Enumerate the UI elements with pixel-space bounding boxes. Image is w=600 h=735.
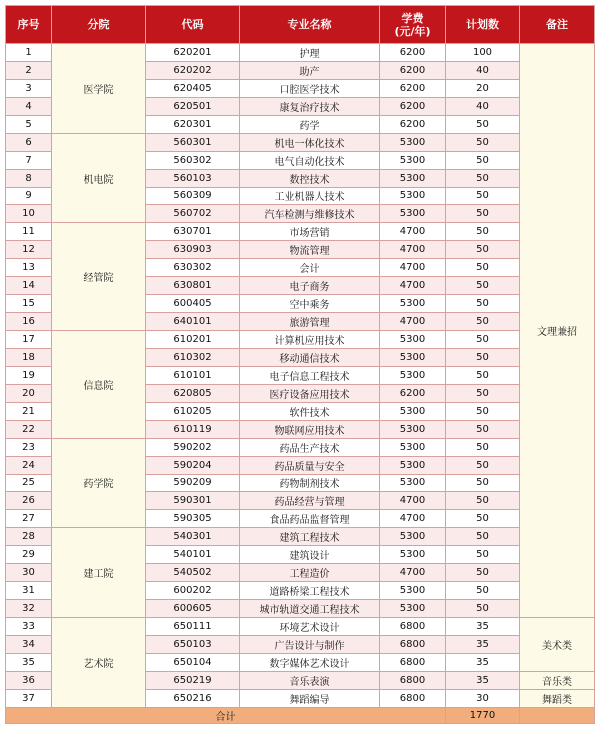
row-code: 650219 [146, 671, 240, 689]
row-fee: 6200 [380, 79, 446, 97]
row-major: 电子商务 [240, 277, 380, 295]
header-row [6, 6, 595, 44]
admissions-plan-table [5, 5, 595, 724]
row-major: 药品生产技术 [240, 438, 380, 456]
row-major: 电气自动化技术 [240, 151, 380, 169]
row-fee: 5300 [380, 169, 446, 187]
row-code: 650103 [146, 635, 240, 653]
college-name: 药学院 [52, 438, 146, 528]
row-fee: 5300 [380, 151, 446, 169]
row-seq: 20 [6, 384, 52, 402]
row-plan: 50 [446, 510, 520, 528]
row-seq: 29 [6, 546, 52, 564]
row-code: 540301 [146, 528, 240, 546]
row-code: 600202 [146, 582, 240, 600]
row-seq: 11 [6, 223, 52, 241]
row-major: 会计 [240, 259, 380, 277]
row-fee: 5300 [380, 133, 446, 151]
row-fee: 6200 [380, 44, 446, 62]
note-text: 美术类 [520, 618, 595, 672]
row-code: 620201 [146, 44, 240, 62]
row-plan: 50 [446, 456, 520, 474]
row-major: 汽车检测与维修技术 [240, 205, 380, 223]
row-plan: 50 [446, 600, 520, 618]
row-plan: 50 [446, 169, 520, 187]
college-name: 信息院 [52, 331, 146, 439]
row-seq: 13 [6, 259, 52, 277]
row-fee: 4700 [380, 241, 446, 259]
row-fee: 5300 [380, 528, 446, 546]
row-fee: 5300 [380, 420, 446, 438]
row-plan: 50 [446, 205, 520, 223]
row-code: 650111 [146, 618, 240, 636]
row-fee: 4700 [380, 510, 446, 528]
row-fee: 6800 [380, 689, 446, 707]
college-name: 医学院 [52, 44, 146, 134]
row-seq: 32 [6, 600, 52, 618]
row-major: 数字媒体艺术设计 [240, 653, 380, 671]
row-plan: 50 [446, 277, 520, 295]
college-name: 建工院 [52, 528, 146, 618]
row-plan: 100 [446, 44, 520, 62]
row-fee: 6200 [380, 384, 446, 402]
row-code: 560702 [146, 205, 240, 223]
row-major: 药学 [240, 115, 380, 133]
row-major: 工业机器人技术 [240, 187, 380, 205]
row-plan: 50 [446, 420, 520, 438]
row-fee: 5300 [380, 331, 446, 349]
row-seq: 36 [6, 671, 52, 689]
row-major: 舞蹈编导 [240, 689, 380, 707]
admissions-plan-table-wrapper [5, 5, 594, 724]
row-plan: 50 [446, 492, 520, 510]
row-code: 610205 [146, 402, 240, 420]
row-fee: 5300 [380, 295, 446, 313]
row-fee: 5300 [380, 600, 446, 618]
row-seq: 1 [6, 44, 52, 62]
row-major: 移动通信技术 [240, 348, 380, 366]
row-code: 630801 [146, 277, 240, 295]
row-plan: 50 [446, 546, 520, 564]
college-name: 艺术院 [52, 618, 146, 708]
row-plan: 50 [446, 223, 520, 241]
total-label: 合计 [6, 707, 446, 723]
row-code: 560301 [146, 133, 240, 151]
row-plan: 50 [446, 295, 520, 313]
row-code: 590204 [146, 456, 240, 474]
row-code: 540101 [146, 546, 240, 564]
row-major: 机电一体化技术 [240, 133, 380, 151]
row-plan: 50 [446, 402, 520, 420]
table-row [6, 618, 595, 636]
row-major: 建筑设计 [240, 546, 380, 564]
row-plan: 50 [446, 259, 520, 277]
row-seq: 27 [6, 510, 52, 528]
row-plan: 40 [446, 97, 520, 115]
row-fee: 5300 [380, 474, 446, 492]
row-plan: 35 [446, 671, 520, 689]
row-fee: 5300 [380, 438, 446, 456]
row-plan: 50 [446, 115, 520, 133]
row-fee: 6200 [380, 61, 446, 79]
row-code: 590305 [146, 510, 240, 528]
row-code: 590209 [146, 474, 240, 492]
row-major: 食品药品监督管理 [240, 510, 380, 528]
row-code: 560103 [146, 169, 240, 187]
row-fee: 4700 [380, 223, 446, 241]
header-note: 备注 [520, 6, 595, 44]
row-seq: 33 [6, 618, 52, 636]
row-major: 广告设计与制作 [240, 635, 380, 653]
row-code: 560302 [146, 151, 240, 169]
row-plan: 50 [446, 474, 520, 492]
row-plan: 50 [446, 564, 520, 582]
row-seq: 15 [6, 295, 52, 313]
row-major: 电子信息工程技术 [240, 366, 380, 384]
table-row [6, 133, 595, 151]
row-code: 640101 [146, 313, 240, 331]
row-code: 620501 [146, 97, 240, 115]
row-plan: 50 [446, 348, 520, 366]
row-seq: 37 [6, 689, 52, 707]
table-row [6, 223, 595, 241]
row-code: 620301 [146, 115, 240, 133]
row-fee: 5300 [380, 205, 446, 223]
header-major: 专业名称 [240, 6, 380, 44]
row-code: 620805 [146, 384, 240, 402]
row-major: 口腔医学技术 [240, 79, 380, 97]
row-major: 建筑工程技术 [240, 528, 380, 546]
row-major: 护理 [240, 44, 380, 62]
row-fee: 5300 [380, 456, 446, 474]
row-seq: 10 [6, 205, 52, 223]
row-plan: 50 [446, 528, 520, 546]
row-code: 630903 [146, 241, 240, 259]
row-fee: 6200 [380, 97, 446, 115]
row-seq: 17 [6, 331, 52, 349]
row-code: 610302 [146, 348, 240, 366]
college-name: 经管院 [52, 223, 146, 331]
row-fee: 4700 [380, 277, 446, 295]
row-seq: 25 [6, 474, 52, 492]
row-plan: 20 [446, 79, 520, 97]
table-row [6, 331, 595, 349]
row-seq: 8 [6, 169, 52, 187]
row-seq: 3 [6, 79, 52, 97]
row-major: 旅游管理 [240, 313, 380, 331]
total-value: 1770 [446, 707, 520, 723]
row-code: 650104 [146, 653, 240, 671]
row-seq: 18 [6, 348, 52, 366]
row-plan: 35 [446, 618, 520, 636]
row-plan: 50 [446, 151, 520, 169]
row-seq: 12 [6, 241, 52, 259]
total-blank [520, 707, 595, 723]
row-major: 音乐表演 [240, 671, 380, 689]
row-seq: 34 [6, 635, 52, 653]
row-code: 590301 [146, 492, 240, 510]
row-seq: 16 [6, 313, 52, 331]
table-row [6, 528, 595, 546]
row-code: 540502 [146, 564, 240, 582]
row-fee: 5300 [380, 582, 446, 600]
table-row [6, 438, 595, 456]
row-code: 560309 [146, 187, 240, 205]
row-major: 药物制剂技术 [240, 474, 380, 492]
row-seq: 35 [6, 653, 52, 671]
row-seq: 30 [6, 564, 52, 582]
row-fee: 4700 [380, 492, 446, 510]
header-fee: 学费 (元/年) [380, 6, 446, 44]
row-seq: 21 [6, 402, 52, 420]
row-fee: 4700 [380, 313, 446, 331]
table-body [6, 44, 595, 708]
row-major: 康复治疗技术 [240, 97, 380, 115]
row-plan: 50 [446, 313, 520, 331]
row-fee: 5300 [380, 546, 446, 564]
row-seq: 26 [6, 492, 52, 510]
note-text: 文理兼招 [520, 44, 595, 618]
row-major: 工程造价 [240, 564, 380, 582]
row-plan: 50 [446, 187, 520, 205]
row-plan: 50 [446, 384, 520, 402]
row-fee: 6800 [380, 671, 446, 689]
row-plan: 50 [446, 133, 520, 151]
row-seq: 5 [6, 115, 52, 133]
row-seq: 22 [6, 420, 52, 438]
note-text: 舞蹈类 [520, 689, 595, 707]
row-major: 市场营销 [240, 223, 380, 241]
row-seq: 23 [6, 438, 52, 456]
row-code: 620202 [146, 61, 240, 79]
row-seq: 4 [6, 97, 52, 115]
row-seq: 14 [6, 277, 52, 295]
row-fee: 5300 [380, 348, 446, 366]
row-fee: 4700 [380, 259, 446, 277]
row-plan: 35 [446, 653, 520, 671]
row-fee: 6200 [380, 115, 446, 133]
row-fee: 6800 [380, 653, 446, 671]
row-seq: 24 [6, 456, 52, 474]
row-seq: 2 [6, 61, 52, 79]
row-major: 医疗设备应用技术 [240, 384, 380, 402]
row-major: 物联网应用技术 [240, 420, 380, 438]
row-plan: 30 [446, 689, 520, 707]
row-plan: 50 [446, 438, 520, 456]
row-seq: 6 [6, 133, 52, 151]
row-major: 助产 [240, 61, 380, 79]
row-code: 590202 [146, 438, 240, 456]
row-seq: 19 [6, 366, 52, 384]
row-fee: 5300 [380, 402, 446, 420]
header-code: 代码 [146, 6, 240, 44]
row-code: 610201 [146, 331, 240, 349]
row-plan: 35 [446, 635, 520, 653]
row-fee: 6800 [380, 618, 446, 636]
row-major: 数控技术 [240, 169, 380, 187]
row-plan: 40 [446, 61, 520, 79]
row-plan: 50 [446, 366, 520, 384]
header-plan: 计划数 [446, 6, 520, 44]
header-college: 分院 [52, 6, 146, 44]
row-code: 600605 [146, 600, 240, 618]
row-seq: 31 [6, 582, 52, 600]
row-code: 610119 [146, 420, 240, 438]
row-major: 环境艺术设计 [240, 618, 380, 636]
row-fee: 4700 [380, 564, 446, 582]
row-code: 650216 [146, 689, 240, 707]
row-major: 软件技术 [240, 402, 380, 420]
row-code: 620405 [146, 79, 240, 97]
row-code: 600405 [146, 295, 240, 313]
row-major: 计算机应用技术 [240, 331, 380, 349]
row-major: 道路桥梁工程技术 [240, 582, 380, 600]
row-major: 药品质量与安全 [240, 456, 380, 474]
row-code: 630302 [146, 259, 240, 277]
row-plan: 50 [446, 331, 520, 349]
row-plan: 50 [446, 582, 520, 600]
row-fee: 5300 [380, 187, 446, 205]
row-code: 630701 [146, 223, 240, 241]
row-major: 药品经营与管理 [240, 492, 380, 510]
college-name: 机电院 [52, 133, 146, 223]
row-major: 空中乘务 [240, 295, 380, 313]
row-fee: 6800 [380, 635, 446, 653]
row-seq: 9 [6, 187, 52, 205]
row-major: 城市轨道交通工程技术 [240, 600, 380, 618]
header-seq: 序号 [6, 6, 52, 44]
total-row [6, 707, 595, 723]
table-row [6, 44, 595, 62]
row-seq: 7 [6, 151, 52, 169]
row-plan: 50 [446, 241, 520, 259]
row-seq: 28 [6, 528, 52, 546]
note-text: 音乐类 [520, 671, 595, 689]
row-code: 610101 [146, 366, 240, 384]
row-major: 物流管理 [240, 241, 380, 259]
row-fee: 5300 [380, 366, 446, 384]
